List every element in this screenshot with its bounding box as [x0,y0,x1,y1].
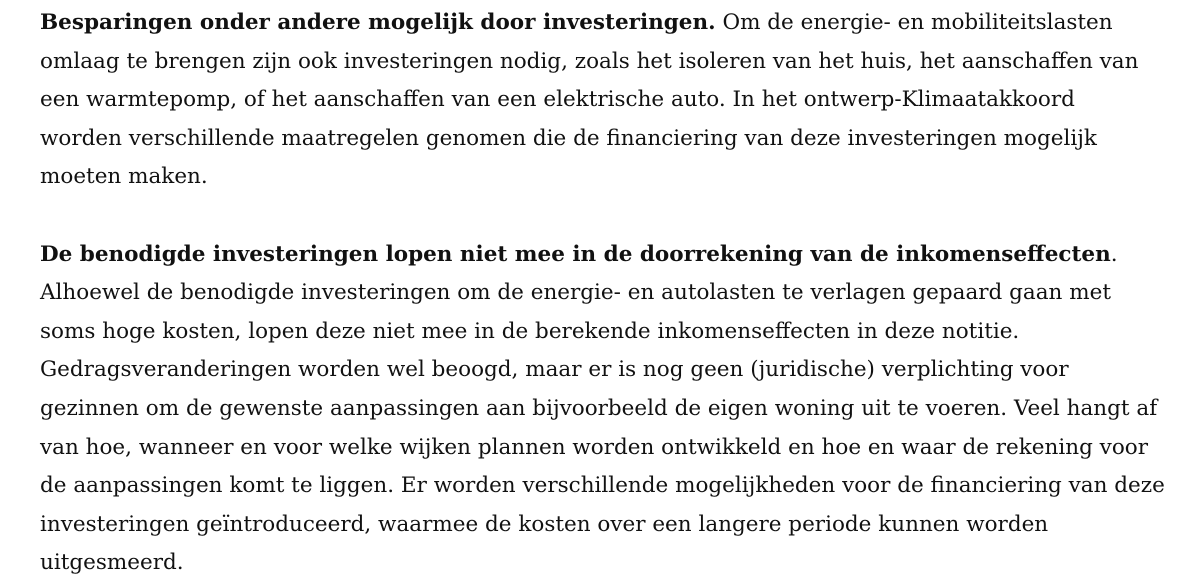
paragraph-line: Alhoewel de benodigde investeringen om de energie- en autolasten te verlagen gepaard gaan met [40,280,1111,306]
document-body [40,4,1170,583]
paragraph-savings [40,4,1170,197]
paragraph-line: uitgesmeerd. [40,550,184,576]
paragraph-line: Gedragsveranderingen worden wel beoogd, maar er is nog geen (juridische) verplichting voor [40,357,1069,383]
paragraph-line: investeringen geïntroduceerd, waarmee de kosten over een langere periode kunnen worden [40,511,1049,537]
paragraph-line: soms hoge kosten, lopen deze niet mee in de berekende inkomenseffecten in deze notitie. [40,318,1020,344]
paragraph-heading: De benodigde investeringen lopen niet mee in de doorrekening van de inkomenseffecten [40,241,1111,267]
paragraph-heading: Besparingen onder andere mogelijk door investeringen. [40,10,716,35]
paragraph-text: . [1110,241,1118,267]
paragraph-line: moeten maken. [40,164,208,190]
paragraph-line: een warmtepomp, of het aanschaffen van een elektrische auto. In het ontwerp-Klimaatakkoord [40,87,1075,113]
paragraph-text: Om de energie- en mobiliteitslasten [715,10,1113,35]
paragraph-line: omlaag te brengen zijn ook investeringen nodig, zoals het isoleren van het huis, het aanschaffen van [40,48,1139,74]
paragraph-line: gezinnen om de gewenste aanpassingen aan bijvoorbeeld de eigen woning uit te voeren. Veel hangt af [40,395,1158,421]
paragraph-line [40,4,1170,43]
paragraph-line: worden verschillende maatregelen genomen die de financiering van deze investeringen mogelijk [40,125,1097,151]
paragraph-line: de aanpassingen komt te liggen. Er worden verschillende mogelijkheden voor de financiering van deze [40,473,1165,499]
paragraph-line [40,236,1170,275]
paragraph-investments [40,236,1170,583]
paragraph-line: van hoe, wanneer en voor welke wijken plannen worden ontwikkeld en hoe en waar de rekening voor [40,434,1148,460]
